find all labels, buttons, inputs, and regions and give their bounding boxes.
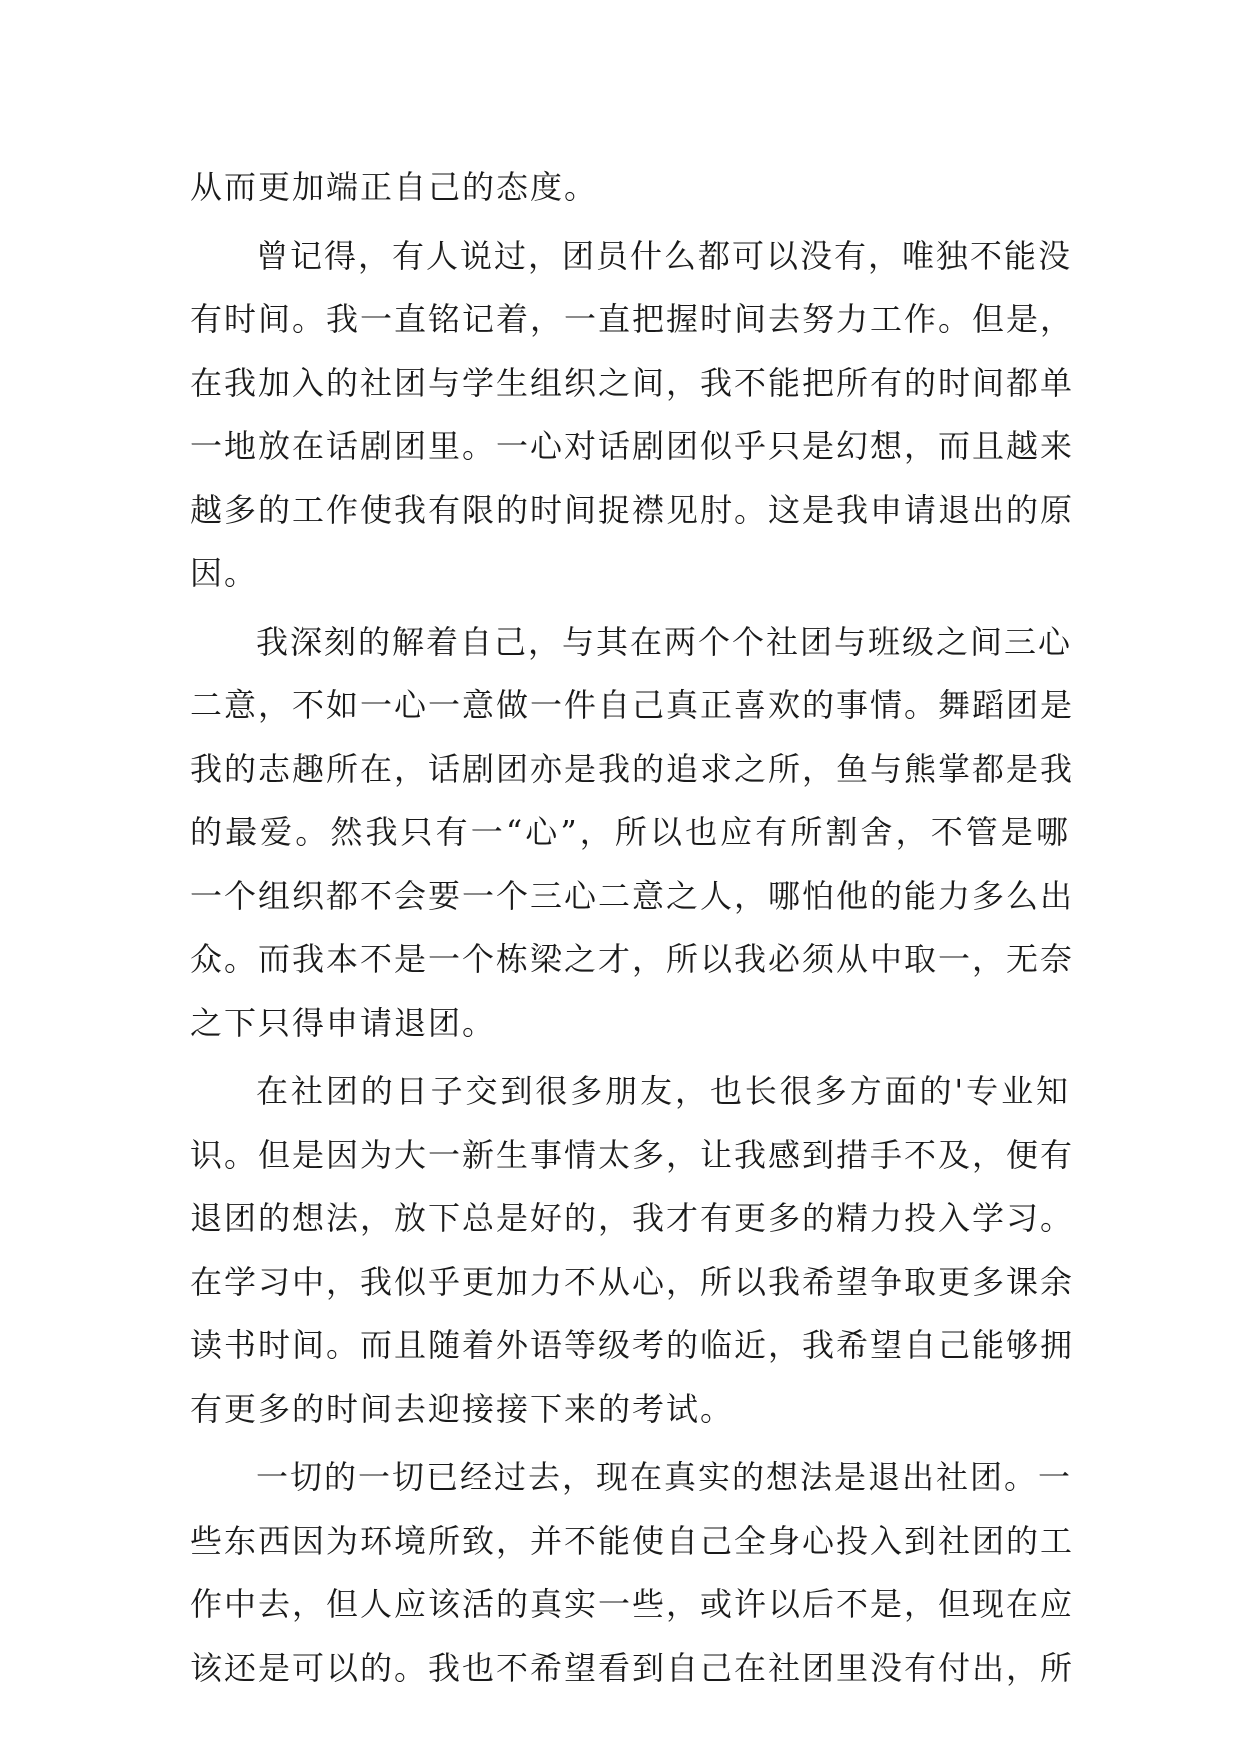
- text-line: 曾记得，有人说过，团员什么都可以没有，唯独不能没: [256, 236, 1073, 275]
- text-line: 越多的工作使我有限的时间捉襟见肘。这是我申请退出的原: [190, 490, 1075, 529]
- text-line: 的最爱。然我只有一“心”，所以也应有所割舍，不管是哪: [190, 813, 1070, 851]
- text-line: 众。而我本不是一个栋梁之才，所以我必须从中取一，无奈: [190, 940, 1075, 978]
- paragraph: [190, 156, 1070, 220]
- text-line: 一个组织都不会要一个三心二意之人，哪怕他的能力多么出: [190, 876, 1075, 915]
- text-line: 退团的想法，放下总是好的，我才有更多的精力投入学习。: [190, 1199, 1075, 1237]
- text-line: 该还是可以的。我也不希望看到自己在社团里没有付出，所: [190, 1648, 1075, 1687]
- text-line: 我的志趣所在，话剧团亦是我的追求之所，鱼与熊掌都是我: [190, 749, 1075, 788]
- text-line: 一切的一切已经过去，现在真实的想法是退出社团。一: [256, 1458, 1073, 1496]
- text-line: 一地放在话剧团里。一心对话剧团似乎只是幻想，而且越来: [190, 427, 1075, 465]
- text-line: 有更多的时间去迎接接下来的考试。: [190, 1389, 735, 1428]
- text-line: 因。: [190, 554, 259, 592]
- text-line: 从而更加端正自己的态度。: [190, 168, 599, 206]
- paragraph: [190, 611, 1075, 1056]
- text-line: 二意，不如一心一意做一件自己真正喜欢的事情。舞蹈团是: [190, 686, 1075, 724]
- paragraph: [190, 1446, 1075, 1700]
- text-line: 读书时间。而且随着外语等级考的临近，我希望自己能够拥: [190, 1326, 1075, 1364]
- text-line: 些东西因为环境所致，并不能使自己全身心投入到社团的工: [190, 1521, 1075, 1560]
- text-line: 我深刻的解着自己，与其在两个个社团与班级之间三心: [256, 622, 1073, 661]
- text-line: 在我加入的社团与学生组织之间，我不能把所有的时间都单: [190, 363, 1075, 402]
- document-body: [190, 156, 1075, 1700]
- paragraph: [190, 1060, 1075, 1441]
- text-line: 识。但是因为大一新生事情太多，让我感到措手不及，便有: [190, 1135, 1075, 1174]
- text-line: 在社团的日子交到很多朋友，也长很多方面的'专业知: [256, 1072, 1070, 1110]
- text-line: 有时间。我一直铭记着，一直把握时间去努力工作。但是，: [190, 300, 1075, 338]
- text-line: 之下只得申请退团。: [190, 1003, 497, 1042]
- text-line: 在学习中，我似乎更加力不从心，所以我希望争取更多课余: [190, 1262, 1075, 1301]
- paragraph: [190, 225, 1075, 606]
- text-line: 作中去，但人应该活的真实一些，或许以后不是，但现在应: [190, 1585, 1075, 1623]
